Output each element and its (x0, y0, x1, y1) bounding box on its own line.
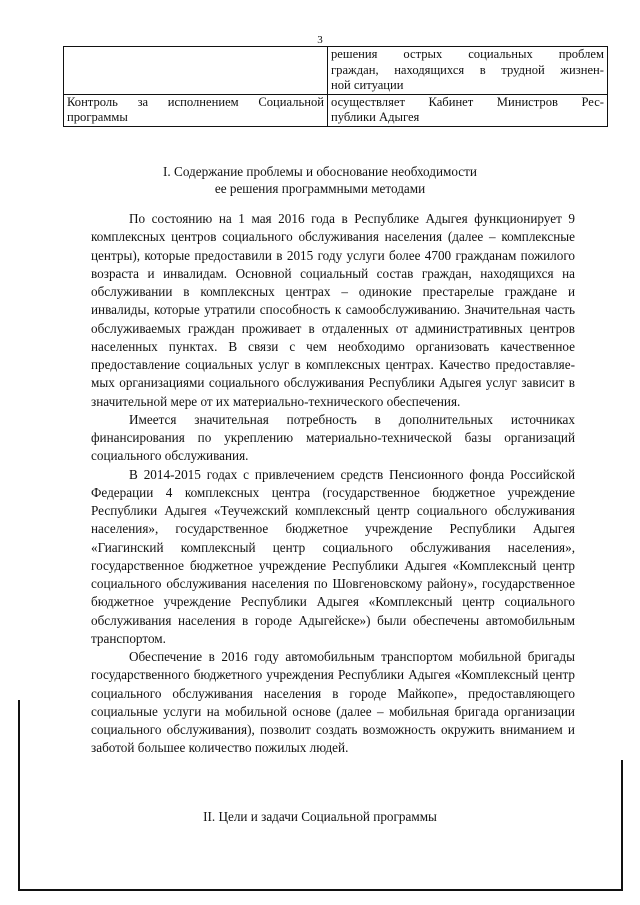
scan-edge-right (621, 760, 623, 891)
table-cell-left (64, 47, 328, 95)
cell-line: решения острых социальных проблем (331, 47, 604, 61)
section-heading-2: II. Цели и задачи Социальной программы (203, 809, 437, 824)
cell-line: публики Адыгея (331, 110, 420, 124)
cell-line: граждан, находящихся в трудной жизнен- (331, 62, 604, 77)
scan-edge-bottom (18, 889, 623, 891)
table-row (64, 94, 608, 126)
table-cell-right (328, 47, 608, 95)
program-passport-table (63, 46, 608, 127)
section-body (91, 210, 575, 758)
paragraph: В 2014-2015 годах с привлечением средств Пенсионного фонда Российской Федерации 4 комплексных центра (государственное бюджетное учреждение Республики Адыгея «Теучежский комплексный центр социального обслуживания населения», государственное бюджетное учреждение Республики Адыгея «Гиагинский комплексный центр социального обслуживания населения», государственное бюджетное учреждение Республики Адыгея «Комплексный центр социального обслуживания населения по Шовгеновскому району», государственное бюджетное учреждение Республики Адыгея «Комплексный центр социального обслуживания населения в городе Адыгейске») были обеспечены автомобильным транспортом. (91, 466, 575, 646)
cell-line: осуществляет Кабинет Министров Рес- (331, 94, 604, 109)
heading-line: ее решения программными методами (214, 181, 426, 196)
paragraph: Имеется значительная потребность в дополнительных источниках финансирования по укреплению материально-технической базы организаций социального обслуживания. (91, 411, 575, 464)
page-number: 3 (317, 34, 323, 46)
paragraph: По состоянию на 1 мая 2016 года в Республике Адыгея функционирует 9 комплексных центров социального обслуживания населения (далее – комплексные центры), которые предоставили в 2015 году услуги более 4700 гражданам пожилого возраста и инвалидам. Основной социальный состав граждан, находящихся на обслуживании в комплексных центрах – одинокие престарелые граждане и инвалиды, которые утратили способность к самообслуживанию. Значительная часть обслуживаемых граждан проживает в отдаленных от административных центров населенных пунктах. В связи с чем необходимо организовать качественное предоставление социальных услуг в комплексных центрах. Качество предоставляемых организациями социального обслуживания Республики Адыгея услуг зависит в значительной мере от их материально-технического обеспечения. (91, 211, 575, 409)
paragraph: Обеспечение в 2016 году автомобильным транспортом мобильной бригады государственного бюджетного учреждения Республики Адыгея «Комплексный центр социального обслуживания населения в городе Майкопе», предоставляющего социальные услуги на мобильной основе (далее – мобильная бригада организации социального обслуживания), позволит создать возможность окружить вниманием и заботой большее количество пожилых людей. (91, 649, 575, 756)
cell-line: ной ситуации (331, 78, 404, 92)
section-heading-1 (0, 163, 640, 197)
table-cell-right (328, 94, 608, 126)
table-cell-left (64, 94, 328, 126)
table-row (64, 47, 608, 95)
cell-line: программы (67, 110, 128, 124)
heading-line: I. Содержание проблемы и обоснование необходимости (163, 164, 477, 179)
cell-line: Контроль за исполнением Социальной (67, 94, 324, 109)
scan-edge-left (18, 700, 20, 891)
